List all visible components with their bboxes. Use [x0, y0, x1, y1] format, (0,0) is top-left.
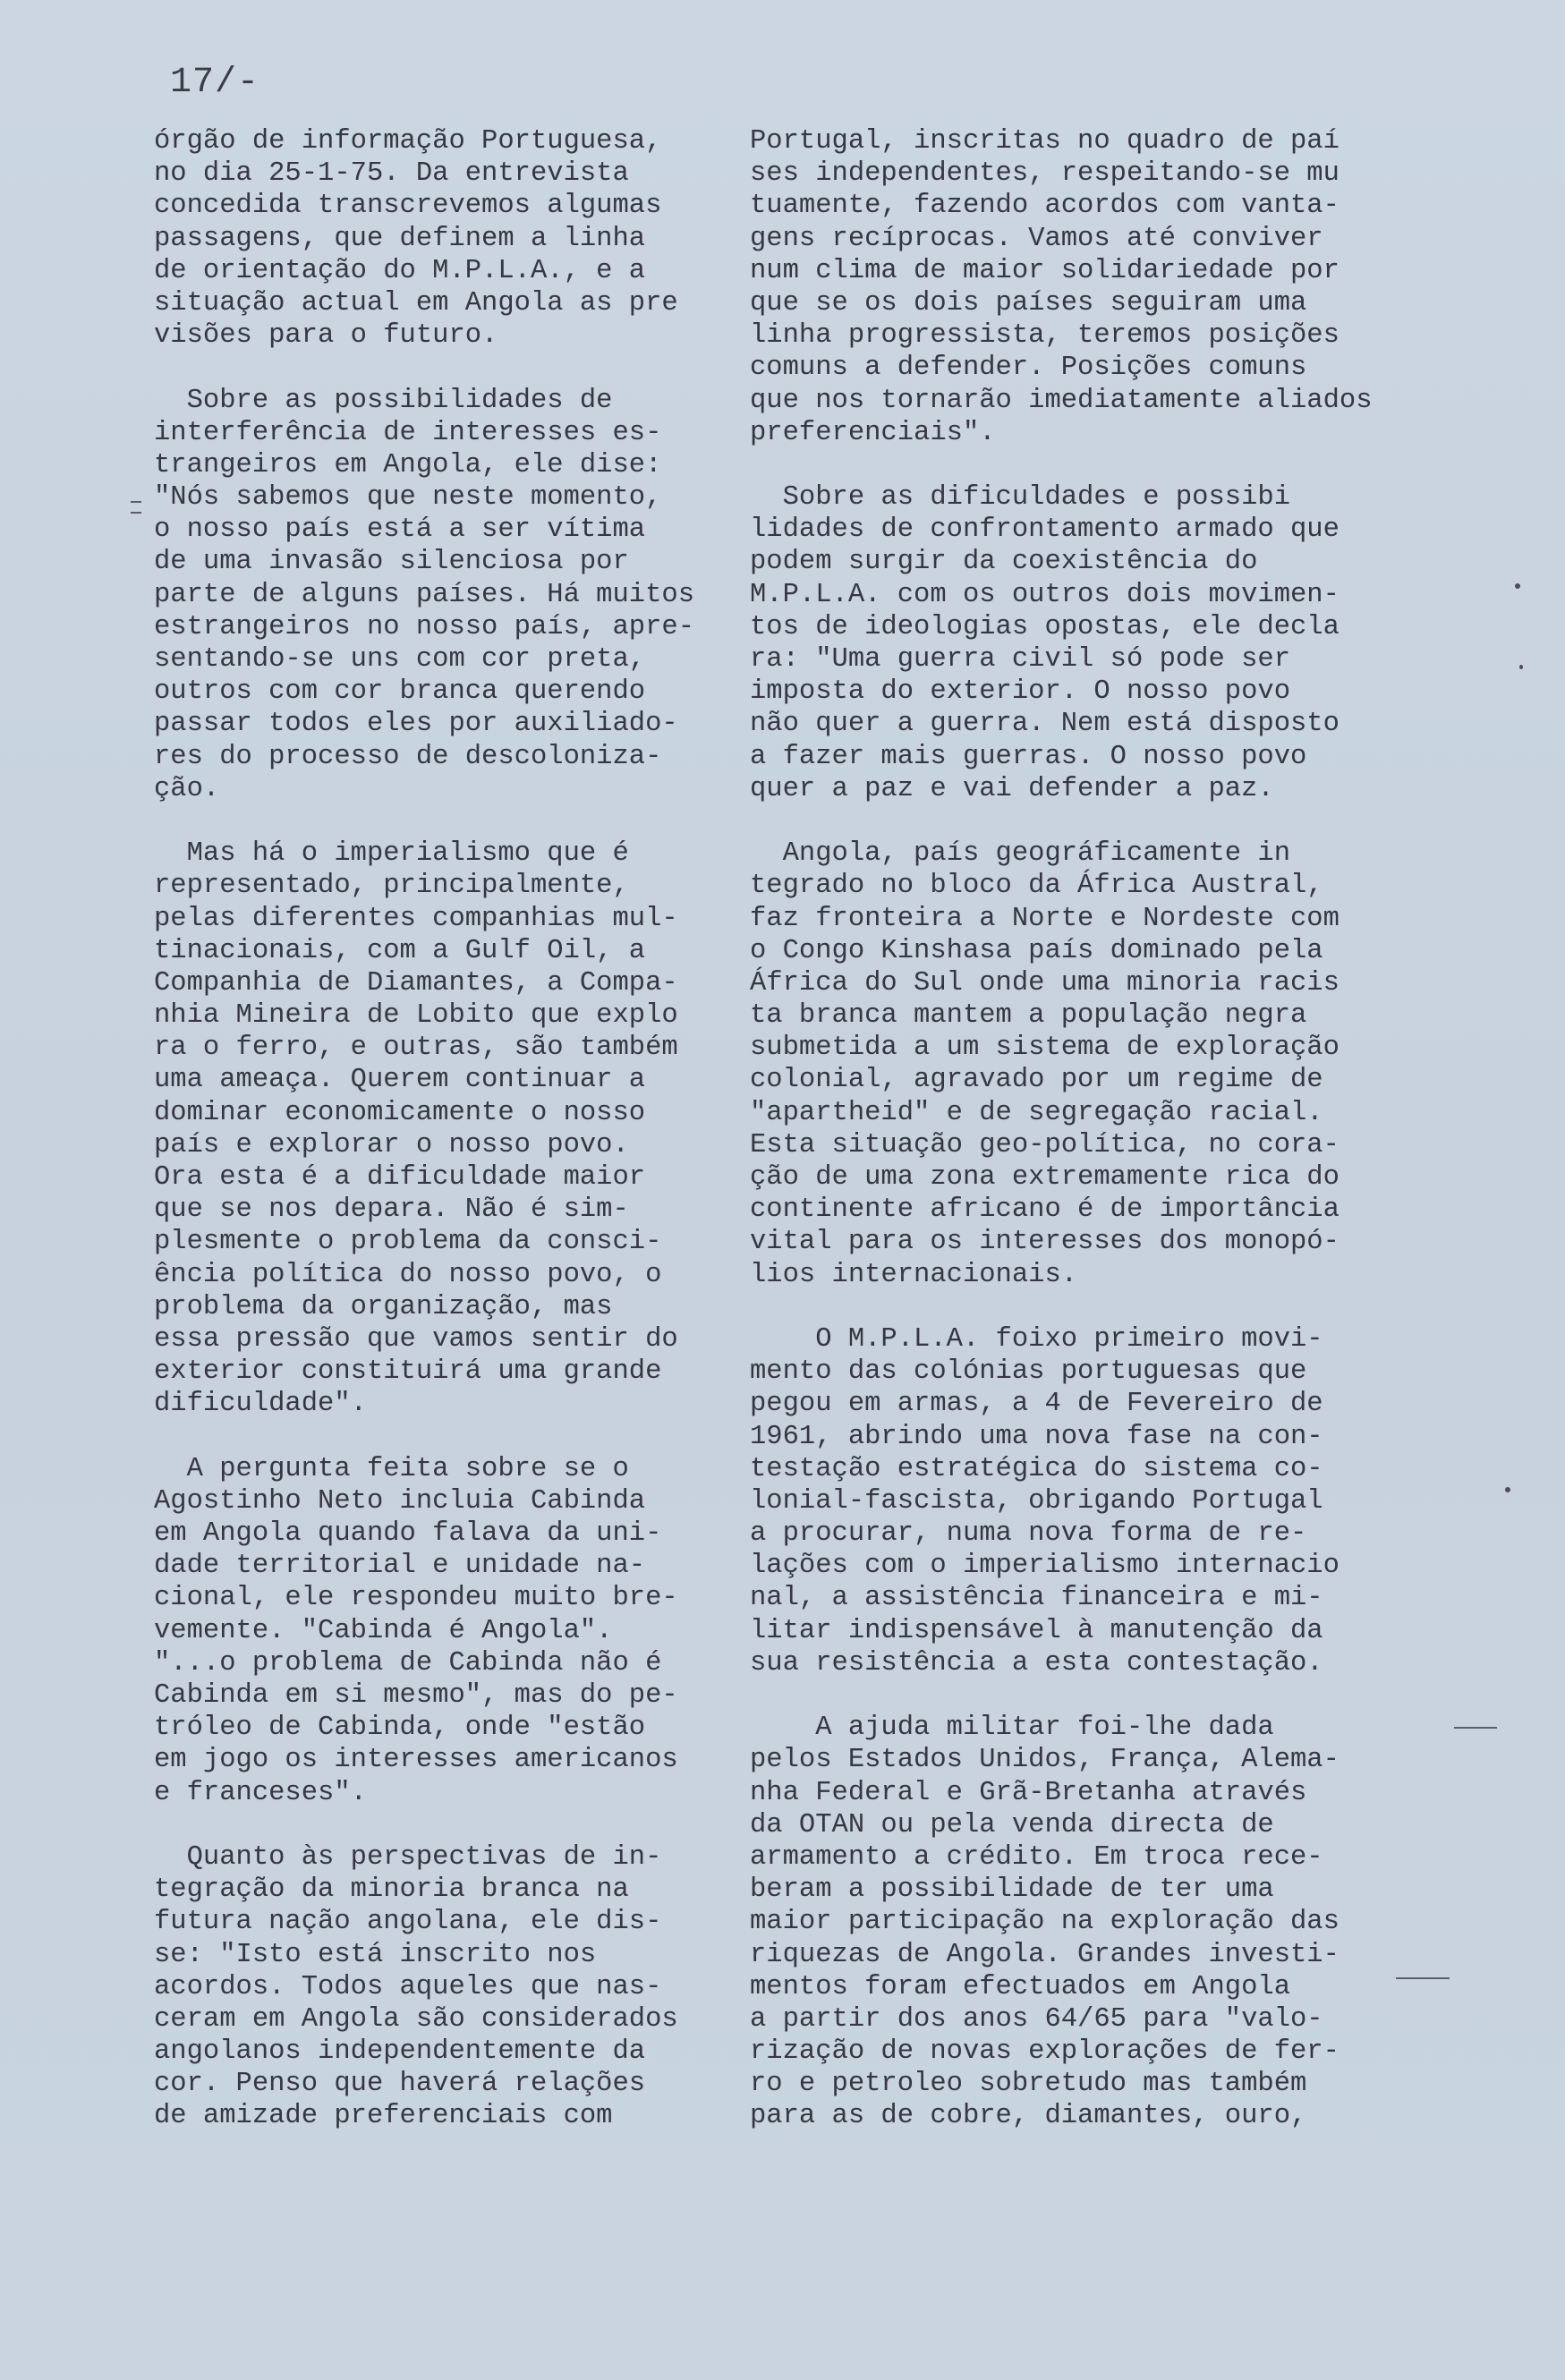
text-line: acordos. Todos aqueles que nas-: [154, 1971, 662, 2002]
text-line: trangeiros em Angola, ele dise:: [154, 449, 662, 480]
text-line: sentando-se uns com cor preta,: [154, 644, 646, 675]
text-line: ção.: [154, 773, 220, 804]
text-line: lios internacionais.: [750, 1259, 1078, 1290]
text-line: beram a possibilidade de ter uma: [750, 1874, 1274, 1906]
text-line: não quer a guerra. Nem está disposto: [750, 709, 1340, 740]
text-line: pelos Estados Unidos, França, Alema-: [750, 1745, 1340, 1776]
page-number: 17/-: [170, 63, 260, 103]
paragraph: [750, 1712, 1421, 2132]
text-line: imposta do exterior. O nosso povo: [750, 676, 1290, 708]
text-line: Sobre as dificuldades e possibi: [750, 482, 1290, 514]
text-line: mento das colónias portuguesas que: [750, 1356, 1307, 1388]
text-line: vital para os interesses dos monopó-: [750, 1227, 1340, 1258]
text-line: órgão de informação Portuguesa,: [154, 126, 662, 157]
text-line: para as de cobre, diamantes, ouro,: [750, 2101, 1307, 2132]
text-line: A pergunta feita sobre se o: [154, 1453, 629, 1484]
text-line: a fazer mais guerras. O nosso povo: [750, 741, 1307, 772]
margin-mark: [1396, 1977, 1450, 1979]
paragraph: [750, 837, 1421, 1291]
text-line: em jogo os interesses americanos: [154, 1745, 678, 1776]
ink-speck: [1515, 583, 1520, 589]
text-line: tegrado no bloco da África Austral,: [750, 871, 1323, 902]
left-column: [154, 125, 727, 2133]
text-line: ção de uma zona extremamente rica do: [750, 1162, 1340, 1193]
ink-speck: [1505, 1487, 1510, 1492]
text-line: da OTAN ou pela venda directa de: [750, 1809, 1274, 1840]
text-line: se: "Isto está inscrito nos: [154, 1939, 597, 1970]
paragraph: [154, 385, 727, 805]
paragraph-gap: [154, 352, 727, 384]
right-column: [750, 125, 1421, 2133]
paragraph: [750, 481, 1421, 805]
text-line: uma ameaça. Querem continuar a: [154, 1065, 646, 1096]
paragraph-gap: [154, 805, 727, 837]
text-line: passagens, que definem a linha: [154, 223, 646, 254]
text-line: Companhia de Diamantes, a Compa-: [154, 967, 678, 999]
paragraph-gap: [750, 805, 1421, 837]
text-line: que se nos depara. Não é sim-: [154, 1194, 629, 1226]
text-line: "apartheid" e de segregação racial.: [750, 1097, 1323, 1128]
text-line: dominar economicamente o nosso: [154, 1097, 646, 1128]
text-line: comuns a defender. Posições comuns: [750, 353, 1307, 384]
paragraph-gap: [154, 1421, 727, 1453]
text-line: O M.P.L.A. foixo primeiro movi-: [750, 1323, 1323, 1355]
text-line: de orientação do M.P.L.A., e a: [154, 255, 646, 286]
text-line: tinacionais, com a Gulf Oil, a: [154, 935, 646, 966]
text-line: ra o ferro, e outras, são também: [154, 1033, 678, 1064]
text-line: Angola, país geográficamente in: [750, 838, 1290, 870]
text-line: Sobre as possibilidades de: [154, 385, 613, 416]
margin-mark: [131, 501, 141, 503]
text-line: Agostinho Neto incluia Cabinda: [154, 1485, 646, 1517]
text-line: podem surgir da coexistência do: [750, 547, 1258, 578]
text-line: Cabinda em si mesmo", mas do pe-: [154, 1680, 678, 1711]
text-line: visões para o futuro.: [154, 320, 498, 352]
text-line: tuamente, fazendo acordos com vanta-: [750, 191, 1340, 222]
text-line: angolanos independentemente da: [154, 2036, 646, 2068]
text-line: submetida a um sistema de exploração: [750, 1033, 1340, 1064]
text-line: quer a paz e vai defender a paz.: [750, 773, 1274, 804]
text-line: ses independentes, respeitando-se mu: [750, 158, 1340, 190]
text-line: testação estratégica do sistema co-: [750, 1453, 1323, 1484]
text-line: representado, principalmente,: [154, 871, 629, 902]
text-line: "...o problema de Cabinda não é: [154, 1647, 662, 1679]
text-line: concedida transcrevemos algumas: [154, 191, 662, 222]
text-line: Portugal, inscritas no quadro de paí: [750, 126, 1340, 157]
text-line: o nosso país está a ser vítima: [154, 514, 646, 546]
text-line: plesmente o problema da consci-: [154, 1227, 662, 1258]
text-line: maior participação na exploração das: [750, 1907, 1340, 1938]
text-line: cor. Penso que haverá relações: [154, 2069, 646, 2100]
paragraph: [154, 1841, 727, 2133]
text-line: rização de novas explorações de fer-: [750, 2036, 1340, 2068]
text-line: continente africano é de importância: [750, 1194, 1340, 1226]
text-line: A ajuda militar foi-lhe dada: [750, 1713, 1274, 1744]
paragraph-gap: [750, 1291, 1421, 1323]
text-line: essa pressão que vamos sentir do: [154, 1323, 678, 1355]
text-line: ro e petroleo sobretudo mas também: [750, 2069, 1307, 2100]
text-line: cional, ele respondeu muito bre-: [154, 1583, 678, 1614]
text-line: "Nós sabemos que neste momento,: [154, 482, 662, 514]
text-line: no dia 25-1-75. Da entrevista: [154, 158, 629, 190]
text-line: nal, a assistência financeira e mi-: [750, 1583, 1323, 1614]
paragraph: [154, 125, 727, 352]
ink-speck: [1519, 665, 1523, 669]
text-line: e franceses".: [154, 1777, 367, 1808]
text-line: parte de alguns países. Há muitos: [154, 579, 694, 610]
text-line: tróleo de Cabinda, onde "estão: [154, 1713, 646, 1744]
text-line: colonial, agravado por um regime de: [750, 1065, 1323, 1096]
text-line: nha Federal e Grã-Bretanha através: [750, 1777, 1307, 1808]
text-line: Esta situação geo-política, no cora-: [750, 1129, 1340, 1160]
text-line: tegração da minoria branca na: [154, 1874, 629, 1906]
text-line: M.P.L.A. com os outros dois movimen-: [750, 579, 1340, 610]
text-line: 1961, abrindo uma nova fase na con-: [750, 1421, 1323, 1452]
text-line: país e explorar o nosso povo.: [154, 1129, 629, 1160]
text-line: interferência de interesses es-: [154, 417, 662, 448]
text-line: Quanto às perspectivas de in-: [154, 1841, 662, 1873]
text-line: lonial-fascista, obrigando Portugal: [750, 1485, 1323, 1517]
text-line: nhia Mineira de Lobito que explo: [154, 1000, 678, 1032]
text-line: estrangeiros no nosso país, apre-: [154, 611, 694, 642]
text-line: preferenciais".: [750, 417, 996, 448]
text-line: pelas diferentes companhias mul-: [154, 903, 678, 934]
text-line: riquezas de Angola. Grandes investi-: [750, 1939, 1340, 1970]
text-line: pegou em armas, a 4 de Fevereiro de: [750, 1389, 1323, 1420]
text-line: futura nação angolana, ele dis-: [154, 1907, 662, 1938]
margin-mark: [131, 512, 141, 514]
paragraph-gap: [750, 1679, 1421, 1712]
text-line: faz fronteira a Norte e Nordeste com: [750, 903, 1340, 934]
text-line: que nos tornarão imediatamente aliados: [750, 385, 1373, 416]
text-line: outros com cor branca querendo: [154, 676, 646, 708]
paragraph: [154, 1453, 727, 1809]
paragraph: [154, 837, 727, 1420]
text-line: em Angola quando falava da uni-: [154, 1518, 662, 1550]
text-line: exterior constituirá uma grande: [154, 1356, 662, 1388]
text-line: Mas há o imperialismo que é: [154, 838, 629, 870]
text-line: problema da organização, mas: [154, 1291, 613, 1322]
text-line: de amizade preferenciais com: [154, 2101, 613, 2132]
paragraph: [750, 125, 1421, 449]
text-line: ta branca mantem a população negra: [750, 1000, 1307, 1032]
text-line: lações com o imperialismo internacio: [750, 1551, 1340, 1582]
text-line: a procurar, numa nova forma de re-: [750, 1518, 1307, 1550]
text-line: mentos foram efectuados em Angola: [750, 1971, 1290, 2002]
paragraph-gap: [154, 1809, 727, 1841]
text-line: res do processo de descoloniza-: [154, 741, 662, 772]
paragraph-gap: [750, 449, 1421, 481]
text-line: dificuldade".: [154, 1389, 367, 1420]
text-line: que se os dois países seguiram uma: [750, 287, 1307, 319]
text-line: a partir dos anos 64/65 para "valo-: [750, 2003, 1323, 2035]
text-line: Ora esta é a dificuldade maior: [154, 1162, 646, 1193]
text-line: lidades de confrontamento armado que: [750, 514, 1340, 546]
text-line: ra: "Uma guerra civil só pode ser: [750, 644, 1290, 675]
text-line: gens recíprocas. Vamos até conviver: [750, 223, 1323, 254]
text-line: de uma invasão silenciosa por: [154, 547, 629, 578]
text-line: vemente. "Cabinda é Angola".: [154, 1615, 613, 1646]
text-line: situação actual em Angola as pre: [154, 287, 678, 319]
text-line: passar todos eles por auxiliado-: [154, 709, 678, 740]
text-line: linha progressista, teremos posições: [750, 320, 1340, 352]
paragraph: [750, 1323, 1421, 1679]
text-line: armamento a crédito. Em troca rece-: [750, 1841, 1323, 1873]
text-line: tos de ideologias opostas, ele decla: [750, 611, 1340, 642]
text-line: num clima de maior solidariedade por: [750, 255, 1340, 286]
text-line: ência política do nosso povo, o: [154, 1259, 662, 1290]
text-line: ceram em Angola são considerados: [154, 2003, 678, 2035]
text-line: África do Sul onde uma minoria racis: [750, 967, 1340, 999]
text-line: o Congo Kinshasa país dominado pela: [750, 935, 1323, 966]
margin-mark: [1454, 1727, 1497, 1729]
text-line: dade territorial e unidade na-: [154, 1551, 646, 1582]
text-line: sua resistência a esta contestação.: [750, 1647, 1323, 1679]
text-line: litar indispensável à manutenção da: [750, 1615, 1323, 1646]
